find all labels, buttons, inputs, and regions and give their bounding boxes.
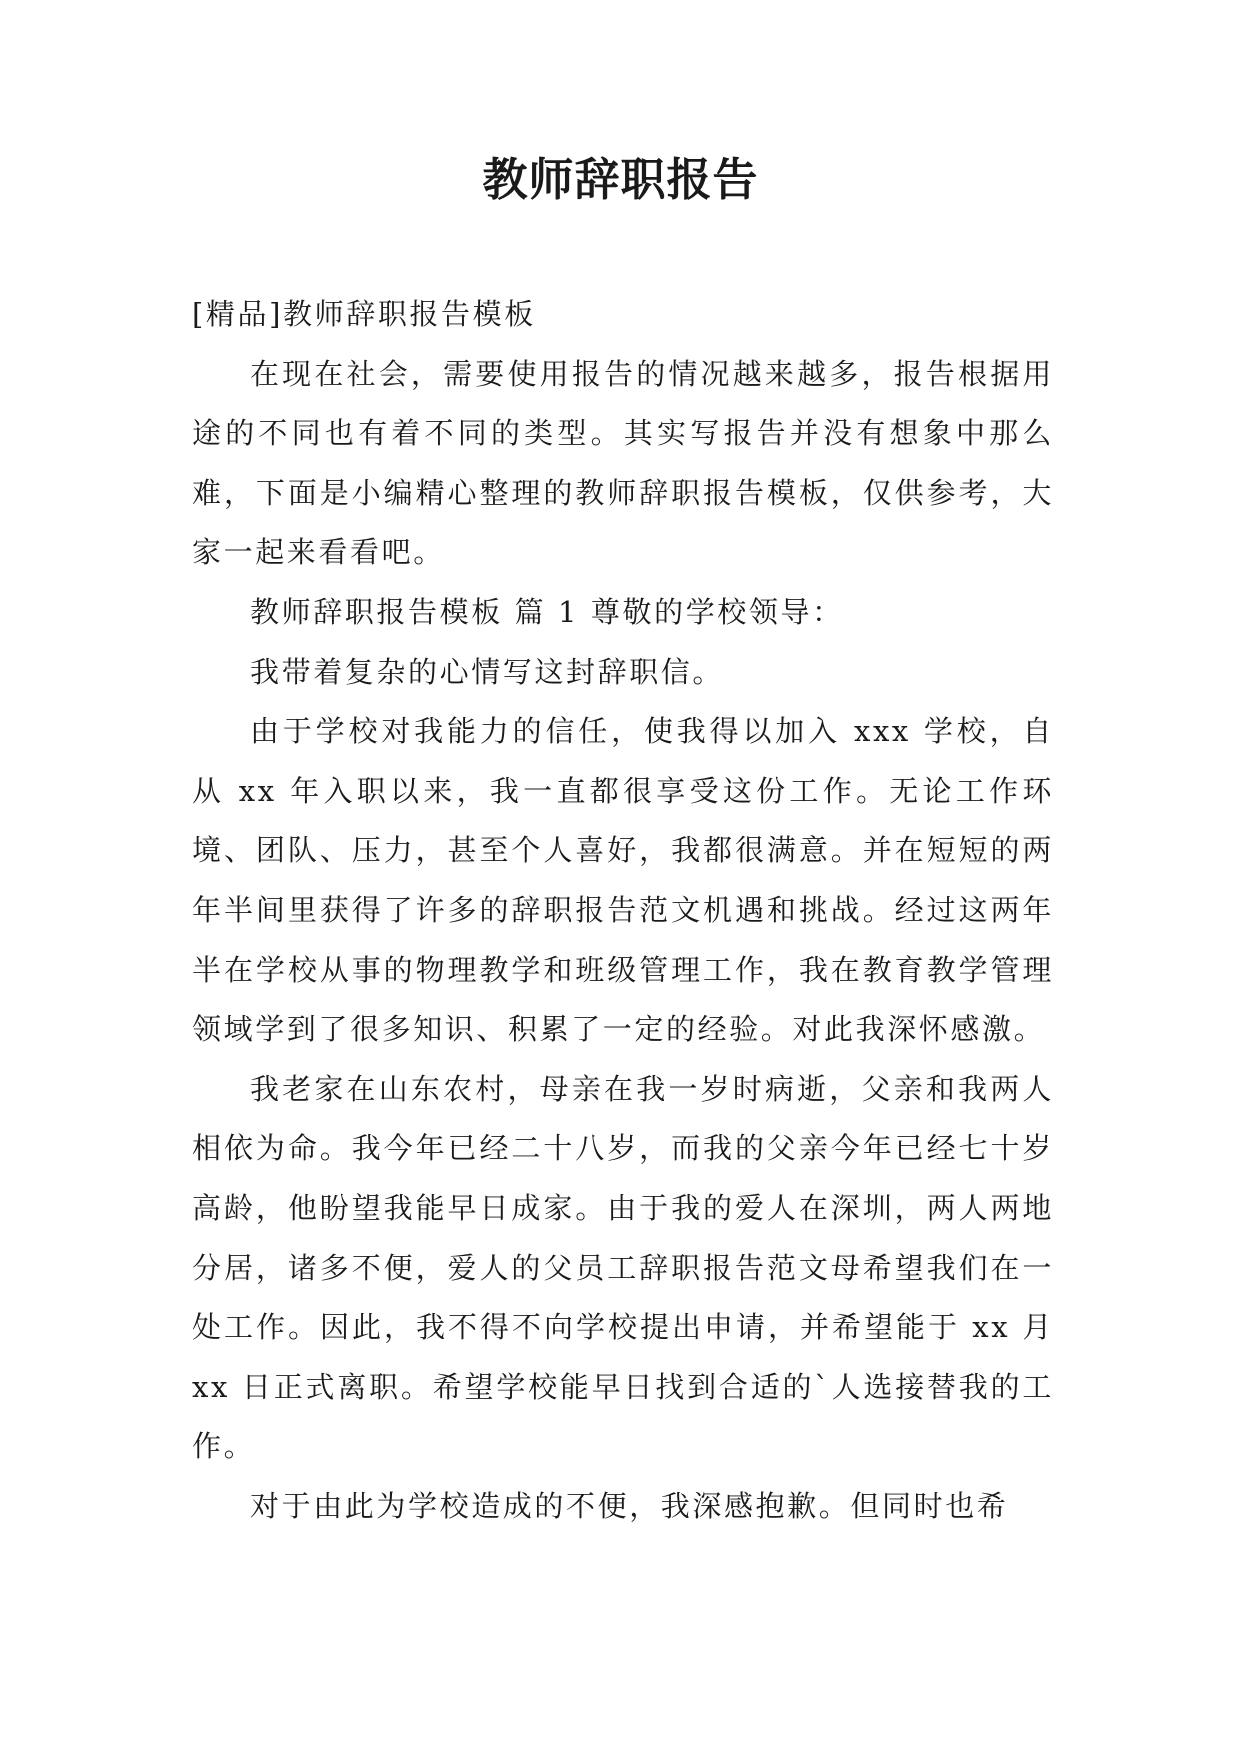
paragraph-intro: 在现在社会，需要使用报告的情况越来越多，报告根据用途的不同也有着不同的类型。其实写报告并没有想象中那么难，下面是小编精心整理的教师辞职报告模板，仅供参考，大家一起来看看吧。 [192,356,1054,570]
document-subtitle: [精品]教师辞职报告模板 [192,297,536,331]
document-body [192,285,1054,1536]
paragraph-reason: 我老家在山东农村，母亲在我一岁时病逝，父亲和我两人相依为命。我今年已经二十八岁，而我的父亲今年已经七十岁高龄，他盼望我能早日成家。由于我的爱人在深圳，两人两地分居，诸多不便，爱人的父员工辞职报告范文母希望我们在一处工作。因此，我不得不向学校提出申请，并希望能于 xx 月 xx 日正式离职。希望学校能早日找到合适的`人选接替我的工作。 [192,1071,1054,1464]
document-title: 教师辞职报告 [482,153,759,206]
paragraph-template-heading: 教师辞职报告模板 篇 1 尊敬的学校领导： [250,594,844,629]
paragraph-opening: 我带着复杂的心情写这封辞职信。 [250,654,725,689]
paragraph-apology: 对于由此为学校造成的不便，我深感抱歉。但同时也希 [250,1488,1009,1523]
paragraph-gratitude: 由于学校对我能力的信任，使我得以加入 xxx 学校，自从 xx 年入职以来，我一直都很享受这份工作。无论工作环境、团队、压力，甚至个人喜好，我都很满意。并在短短的两年半间里获得了许多的辞职报告范文机遇和挑战。经过这两年半在学校从事的物理教学和班级管理工作，我在教育教学管理领域学到了很多知识、积累了一定的经验。对此我深怀感激。 [192,714,1054,1047]
